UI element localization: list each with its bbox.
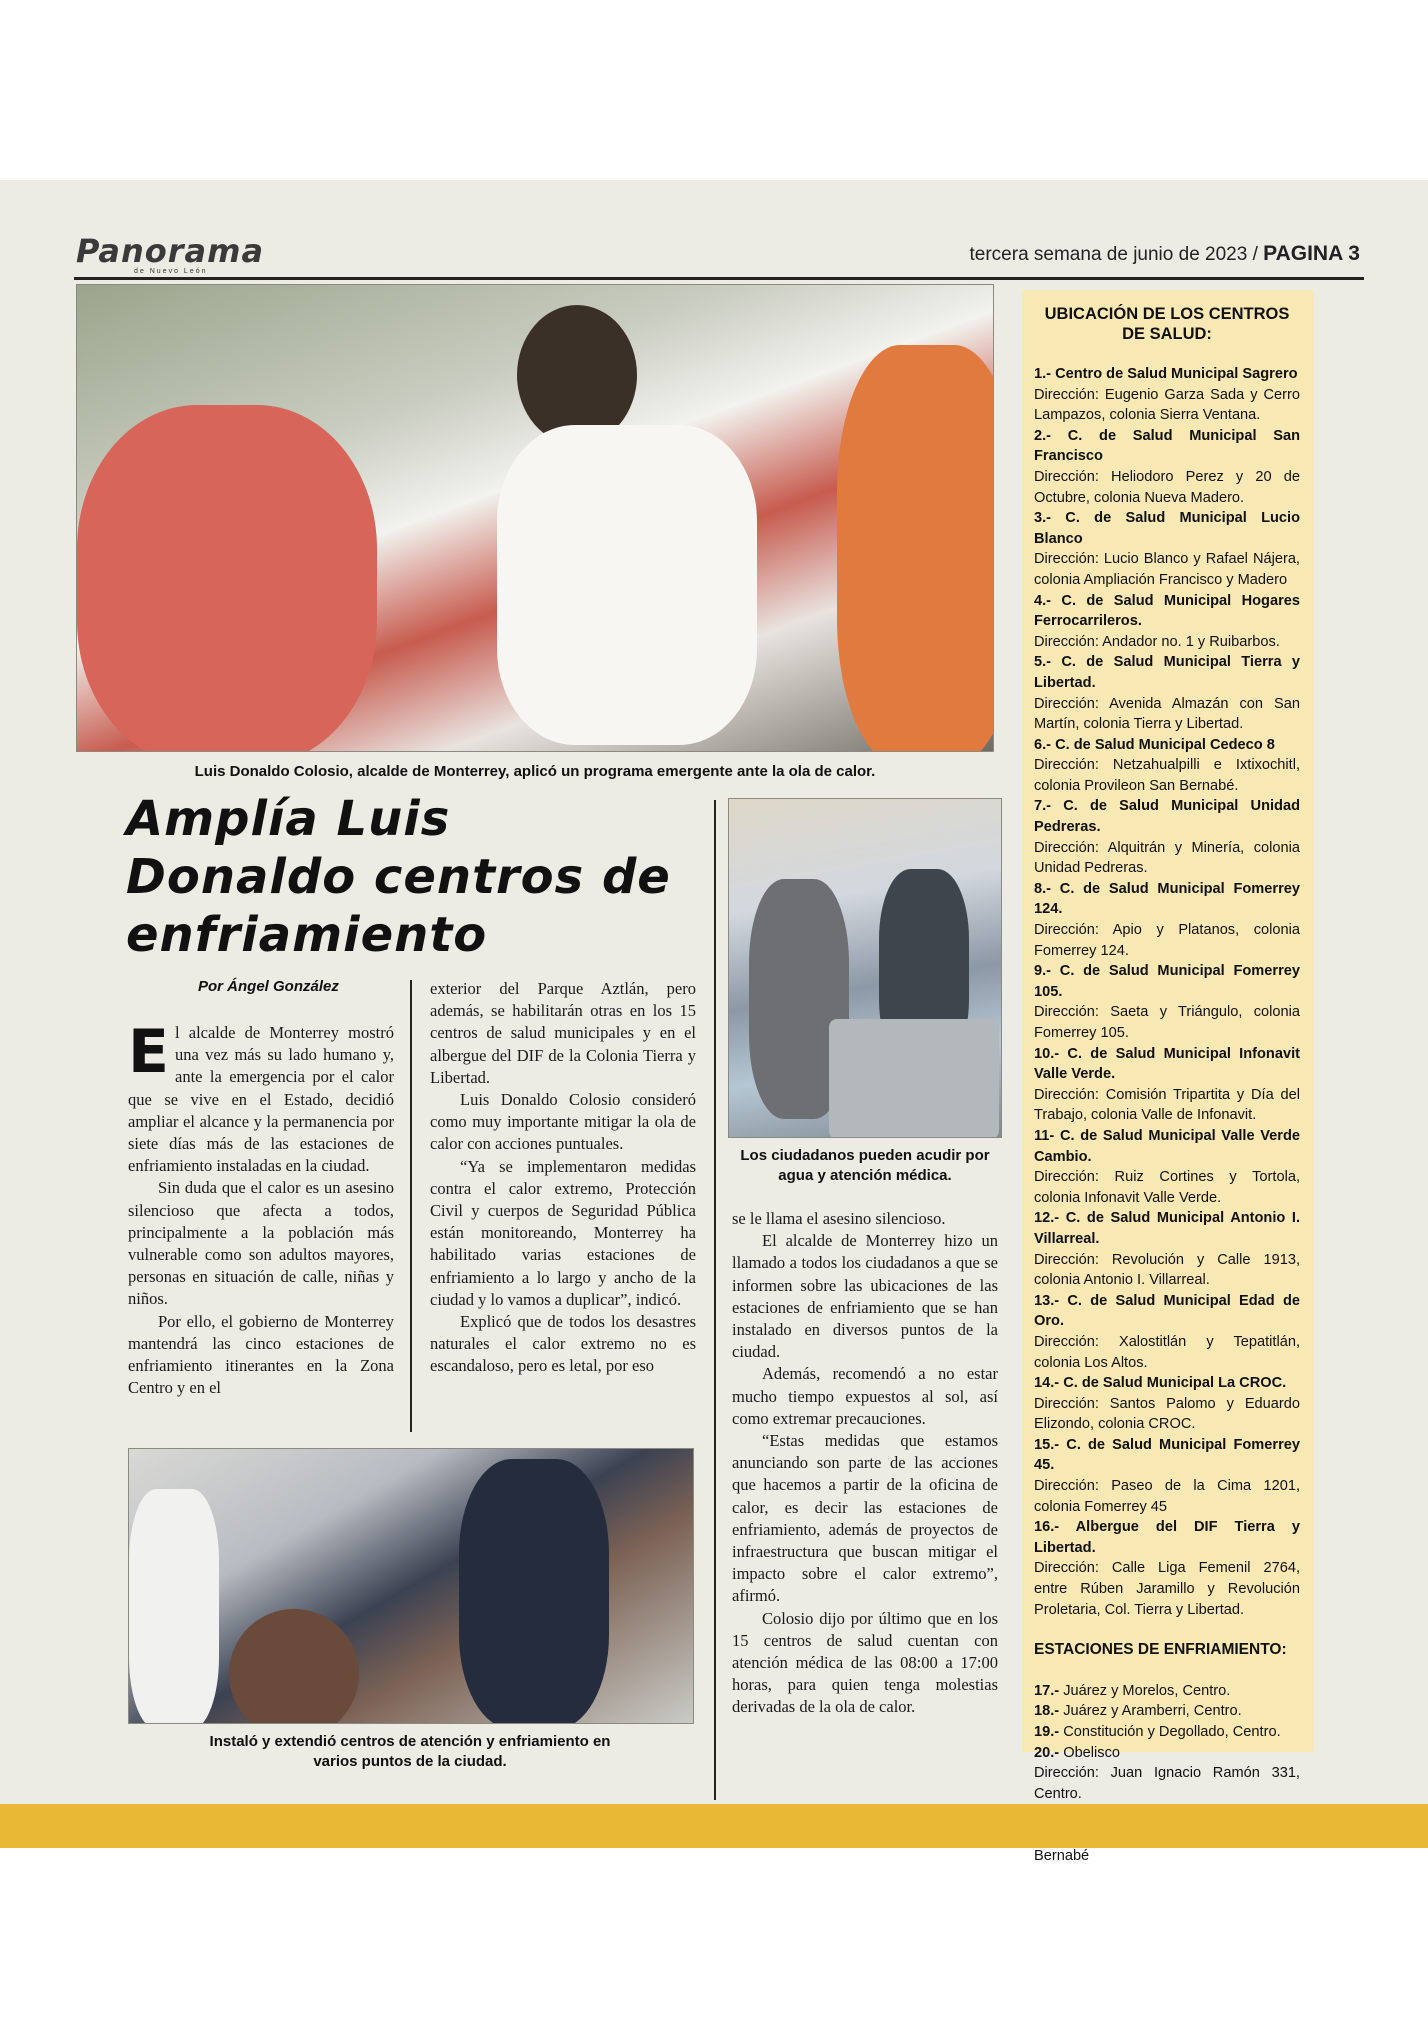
entry-address: Dirección: Netzahualpilli e Ixtixochitl, colonia Provileon San Bernabé. <box>1034 757 1300 794</box>
article-column-1 <box>128 1017 394 1399</box>
health-centers-sidebar <box>1022 290 1314 1864</box>
entry-name: 20.- <box>1034 1744 1060 1761</box>
entry-name: 1.- Centro de Salud Municipal Sagrero <box>1034 366 1298 382</box>
health-center-entry <box>1034 1435 1300 1517</box>
entry-name: 9.- C. de Salud Municipal Fomerrey 105. <box>1034 963 1300 1000</box>
health-center-entry <box>1034 652 1300 734</box>
sidebar-title: UBICACIÓN DE LOS CENTROS DE SALUD: <box>1044 305 1290 343</box>
publication-logo: Panorama <box>76 232 265 270</box>
bottom-photo-caption: Instaló y extendió centros de atención y enfriamiento en varios puntos de la ciudad. <box>209 1733 611 1770</box>
article-paragraph: Además, recomendó a no estar mucho tiempo expuestos al sol, así como extremar precauciones. <box>732 1364 998 1428</box>
photo-cooler-shape <box>829 1019 999 1138</box>
article-column-2 <box>430 978 696 1378</box>
entry-name: 18.- <box>1034 1703 1060 1720</box>
drop-cap: E <box>128 1017 169 1087</box>
bottom-photo <box>128 1448 694 1724</box>
main-photo-caption: Luis Donaldo Colosio, alcalde de Monterrey, aplicó un programa emergente ante la ola de calor. <box>194 763 876 780</box>
article-paragraph: Explicó que de todos los desastres naturales el calor extremo no es escandaloso, pero es letal, por eso <box>430 1312 696 1376</box>
photo-figure-shape <box>129 1489 219 1724</box>
entry-address: Dirección: Santos Palomo y Eduardo Elizondo, colonia CROC. <box>1034 1395 1300 1433</box>
entry-name: 7.- C. de Salud Municipal Unidad Pedreras. <box>1034 798 1300 836</box>
photo-figure-shape <box>517 305 637 445</box>
entry-name: 2.- C. de Salud Municipal San Francisco <box>1034 427 1300 465</box>
entry-address: Dirección: Eugenio Garza Sada y Cerro Lampazos, colonia Sierra Ventana. <box>1034 386 1300 424</box>
entry-name: 3.- C. de Salud Municipal Lucio Blanco <box>1034 510 1300 547</box>
entry-address: Dirección: Heliodoro Perez y 20 de Octubre, colonia Nueva Madero. <box>1034 468 1300 506</box>
masthead <box>74 232 1364 280</box>
article-paragraph: Sin duda que el calor es un asesino silencioso que afecta a todos, principalmente a la población más vulnerable como son adultos mayores, personas en situación de calle, niñas y niños. <box>128 1178 394 1309</box>
article-paragraph: se le llama el asesino silencioso. <box>732 1209 946 1228</box>
health-center-entry <box>1034 1291 1300 1373</box>
bottom-color-band <box>0 1804 1428 1848</box>
entry-address: Dirección: Saeta y Triángulo, colonia Fomerrey 105. <box>1034 1004 1300 1041</box>
article-column-3 <box>732 1208 998 1719</box>
publication-logo-subtitle: de Nuevo León <box>134 268 208 275</box>
article-headline: Amplía Luis Donaldo centros de enfriamiento <box>126 791 671 963</box>
entry-address: Dirección: Avenida Almazán con San Martín, colonia Tierra y Libertad. <box>1034 695 1300 733</box>
entry-name: 8.- C. de Salud Municipal Fomerrey 124. <box>1034 880 1300 918</box>
issue-date: tercera semana de junio de 2023 / <box>969 244 1258 265</box>
column-divider <box>714 800 716 1800</box>
cooling-station-entry <box>1034 1763 1300 1804</box>
column-divider <box>410 980 412 1432</box>
cooling-station-entry <box>1034 1701 1300 1722</box>
article-paragraph: El alcalde de Monterrey hizo un llamado a todos los ciudadanos a que se informen sobre las ubicaciones de las estaciones de enfriamiento que se han instalado en diversos puntos de la ciudad. <box>732 1231 998 1362</box>
entry-address: Obelisco <box>1063 1744 1120 1761</box>
paragraph-text: l alcalde de Monterrey mostró una vez más su lado humano y, ante la emergencia por el calor que se vive en el Estado, decidió ampliar el alcance y la permanencia por siete días más de las estaciones de enfriamiento instaladas en la ciudad. <box>128 1023 394 1176</box>
entry-name: 10.- C. de Salud Municipal Infonavit Valle Verde. <box>1034 1045 1300 1083</box>
health-center-entry <box>1034 1126 1300 1208</box>
health-centers-list <box>1034 364 1300 1620</box>
health-center-entry <box>1034 961 1300 1043</box>
health-center-entry <box>1034 591 1300 653</box>
entry-address: Dirección: Alquitrán y Minería, colonia Unidad Pedreras. <box>1034 839 1300 877</box>
cooling-station-entry <box>1034 1743 1300 1764</box>
article-paragraph: exterior del Parque Aztlán, pero además, se habilitarán otras en los 15 centros de salud municipales y en el albergue del DIF de la Colonia Tierra y Libertad. <box>430 979 696 1087</box>
article-paragraph <box>128 1017 394 1177</box>
photo-figure-shape <box>229 1609 359 1724</box>
entry-address: Dirección: Revolución y Calle 1913, colonia Antonio I. Villarreal. <box>1034 1251 1300 1289</box>
health-center-entry <box>1034 1044 1300 1126</box>
entry-address: Constitución y Degollado, Centro. <box>1063 1724 1281 1740</box>
health-center-entry <box>1034 426 1300 508</box>
photo-figure-shape <box>77 405 377 752</box>
health-center-entry <box>1034 1373 1300 1435</box>
article-byline: Por Ángel González <box>198 978 339 995</box>
health-center-entry <box>1034 796 1300 878</box>
cooling-station-entry <box>1034 1722 1300 1743</box>
article-paragraph: “Ya se implementaron medidas contra el calor extremo, Protección Civil y cuerpos de Seguridad Pública están monitoreando, Monterrey ha habilitado varias estaciones de enfriamiento a lo largo y ancho de la ciudad y lo vamos a duplicar”, indicó. <box>430 1156 696 1309</box>
cooling-station-entry <box>1034 1681 1300 1702</box>
side-photo-caption: Los ciudadanos pueden acudir por agua y atención médica. <box>740 1147 990 1184</box>
health-center-entry <box>1034 735 1300 797</box>
entry-address: Bernabé <box>1034 1847 1090 1864</box>
main-photo <box>76 284 994 752</box>
article-paragraph: “Estas medidas que estamos anunciando son parte de las acciones que hacemos a partir de la oficina de calor, es decir las estaciones de enfriamiento, además de proyectos de infraestructura que buscan mitigar el impacto sobre el calor extremo”, afirmó. <box>732 1431 998 1606</box>
entry-address: Dirección: Paseo de la Cima 1201, colonia Fomerrey 45 <box>1034 1478 1300 1515</box>
entry-name: 19.- <box>1034 1724 1060 1740</box>
entry-name: 12.- C. de Salud Municipal Antonio I. Villarreal. <box>1034 1210 1300 1247</box>
entry-address: Dirección: Ruiz Cortines y Tortola, colonia Infonavit Valle Verde. <box>1034 1169 1300 1206</box>
health-center-entry <box>1034 879 1300 961</box>
entry-address: Dirección: Juan Ignacio Ramón 331, Centro. <box>1034 1765 1300 1802</box>
entry-name: 16.- Albergue del DIF Tierra y Libertad. <box>1034 1519 1300 1556</box>
article-paragraph: Luis Donaldo Colosio consideró como muy importante mitigar la ola de calor con acciones puntuales. <box>430 1090 696 1154</box>
article-paragraph: Por ello, el gobierno de Monterrey mantendrá las cinco estaciones de enfriamiento itinerantes en la Zona Centro y en el <box>128 1311 394 1398</box>
photo-figure-shape <box>497 425 757 745</box>
entry-address: Dirección: Comisión Tripartita y Día del Trabajo, colonia Valle de Infonavit. <box>1034 1086 1300 1124</box>
page-number: PAGINA 3 <box>1263 242 1360 265</box>
entry-name: 17.- <box>1034 1682 1060 1699</box>
entry-address: Dirección: Apio y Platanos, colonia Fomerrey 124. <box>1034 922 1300 959</box>
entry-address: Dirección: Lucio Blanco y Rafael Nájera, colonia Ampliación Francisco y Madero <box>1034 551 1300 588</box>
health-center-entry <box>1034 364 1300 426</box>
entry-address: Juárez y Aramberri, Centro. <box>1063 1703 1242 1720</box>
health-center-entry <box>1034 1517 1300 1620</box>
article-paragraph: Colosio dijo por último que en los 15 centros de salud cuentan con atención médica de las 08:00 a 17:00 horas, para quien tenga molestias derivadas de la ola de calor. <box>732 1608 998 1717</box>
entry-address: Dirección: Calle Liga Femenil 2764, entre Rúben Jaramillo y Revolución Proletaria, Col. Tierra y Libertad. <box>1034 1560 1300 1618</box>
entry-name: 14.- C. de Salud Municipal La CROC. <box>1034 1375 1287 1392</box>
photo-figure-shape <box>459 1459 609 1724</box>
entry-name: 13.- C. de Salud Municipal Edad de Oro. <box>1034 1292 1300 1330</box>
entry-name: 15.- C. de Salud Municipal Fomerrey 45. <box>1034 1436 1300 1474</box>
entry-name: 4.- C. de Salud Municipal Hogares Ferrocarrileros. <box>1034 592 1300 630</box>
entry-name: 5.- C. de Salud Municipal Tierra y Libertad. <box>1034 654 1300 691</box>
health-center-entry <box>1034 1208 1300 1290</box>
entry-name: 11- C. de Salud Municipal Valle Verde Cambio. <box>1034 1127 1300 1165</box>
side-photo <box>728 798 1002 1138</box>
entry-name: 6.- C. de Salud Municipal Cedeco 8 <box>1034 736 1275 753</box>
stations-title: ESTACIONES DE ENFRIAMIENTO: <box>1034 1641 1287 1659</box>
photo-figure-shape <box>837 345 994 752</box>
entry-address: Dirección: Andador no. 1 y Ruibarbos. <box>1034 633 1280 650</box>
issue-info <box>970 242 1361 266</box>
entry-address: Dirección: Xalostitlán y Tepatitlán, colonia Los Altos. <box>1034 1333 1300 1371</box>
entry-address: Juárez y Morelos, Centro. <box>1063 1682 1231 1699</box>
health-center-entry <box>1034 508 1300 590</box>
